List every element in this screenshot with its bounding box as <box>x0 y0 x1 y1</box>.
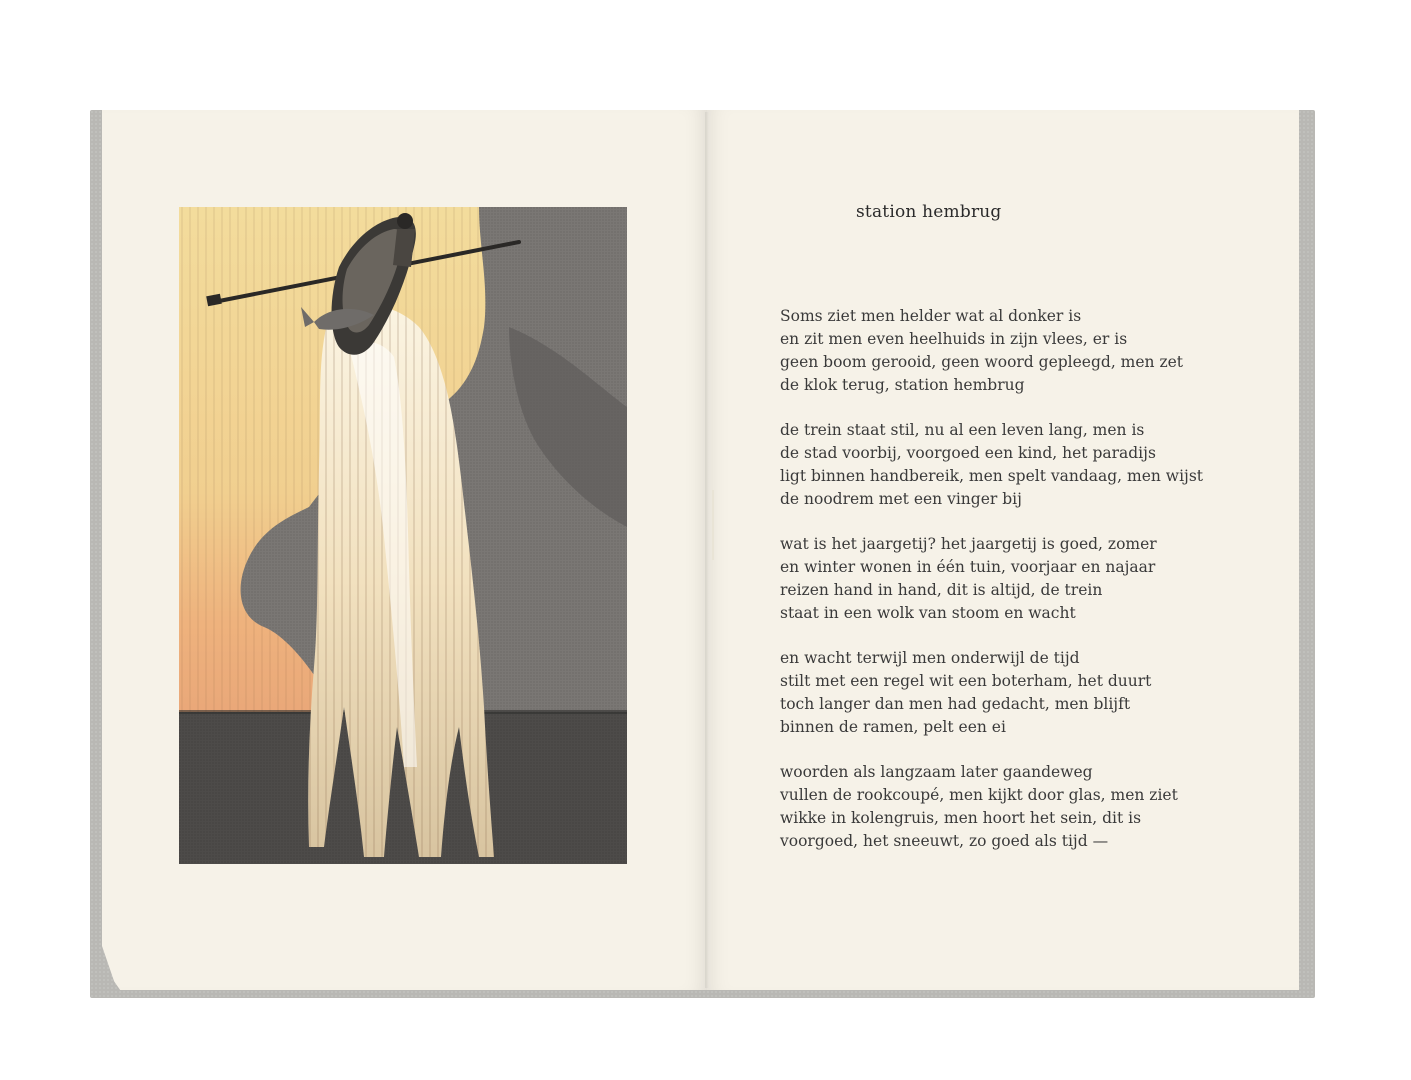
poem-line: vullen de rookcoupé, men kijkt door glas, men ziet <box>780 786 1178 804</box>
poem-line: toch langer dan men had gedacht, men blijft <box>780 695 1131 713</box>
poem-line: reizen hand in hand, dit is altijd, de trein <box>780 581 1103 599</box>
stanza <box>780 533 1250 625</box>
book-gutter <box>705 112 709 988</box>
poem-body <box>780 305 1250 875</box>
poem-title: station hembrug <box>856 202 1002 222</box>
poem-line: stilt met een regel wit een boterham, het duurt <box>780 672 1152 690</box>
poem-line: en zit men even heelhuids in zijn vlees, er is <box>780 330 1128 348</box>
poem-line: wat is het jaargetij? het jaargetij is goed, zomer <box>780 535 1157 553</box>
poem-line: wikke in kolengruis, men hoort het sein, dit is <box>780 809 1142 827</box>
poem-line: Soms ziet men helder wat al donker is <box>780 307 1082 325</box>
poem-line: de noodrem met een vinger bij <box>780 490 1022 508</box>
stanza <box>780 761 1250 853</box>
poem-line: en wacht terwijl men onderwijl de tijd <box>780 649 1080 667</box>
poem-line: staat in een wolk van stoom en wacht <box>780 604 1076 622</box>
poem-line: binnen de ramen, pelt een ei <box>780 718 1006 736</box>
stanza <box>780 305 1250 397</box>
illustration-artwork <box>179 207 627 864</box>
stanza <box>780 647 1250 739</box>
poem-line: woorden als langzaam later gaandeweg <box>780 763 1093 781</box>
poem-line: de klok terug, station hembrug <box>780 376 1025 394</box>
poem-line: voorgoed, het sneeuwt, zo goed als tijd — <box>780 832 1109 850</box>
poem-line: geen boom gerooid, geen woord gepleegd, men zet <box>780 353 1184 371</box>
poem-line: en winter wonen in één tuin, voorjaar en najaar <box>780 558 1156 576</box>
poem-line: ligt binnen handbereik, men spelt vandaag, men wijst <box>780 467 1204 485</box>
lithograph-illustration <box>179 207 627 864</box>
binding-thread <box>712 490 714 560</box>
poem-line: de trein staat stil, nu al een leven lang, men is <box>780 421 1145 439</box>
poem-line: de stad voorbij, voorgoed een kind, het paradijs <box>780 444 1156 462</box>
stanza <box>780 419 1250 511</box>
